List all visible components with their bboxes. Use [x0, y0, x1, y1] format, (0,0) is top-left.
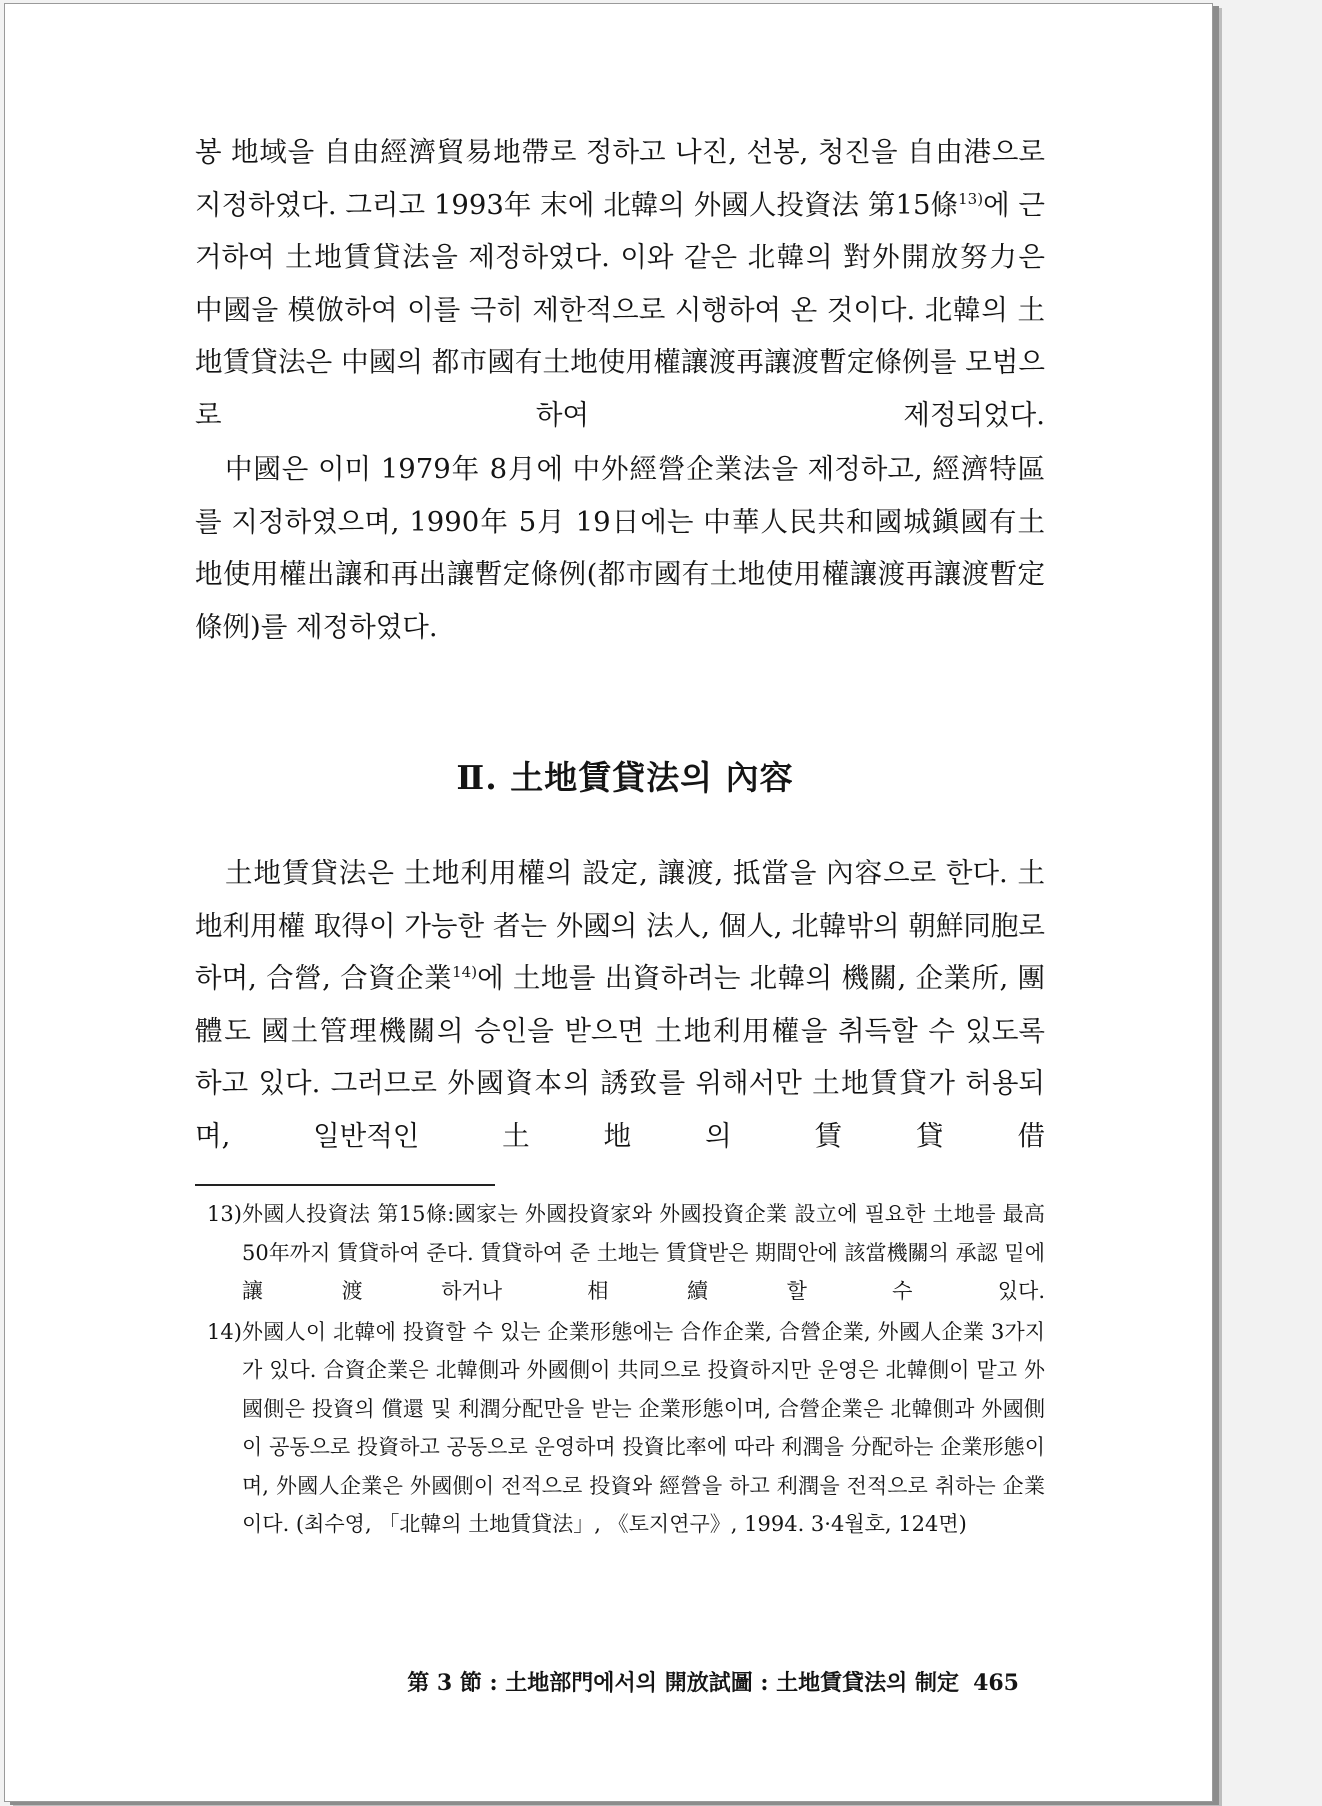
running-footer	[407, 1666, 1019, 1697]
paragraph-2: 中國은 이미 1979年 8月에 中外經營企業法을 제정하고, 經濟特區를 지정하였으며, 1990年 5月 19日에는 中華人民共和國城鎭國有土地使用權出讓和再出讓暫定條例(都市國有土地使用權讓渡再讓渡暫定條例)를 제정하였다.	[195, 453, 1045, 643]
document-page	[4, 3, 1213, 1802]
page-number: 465	[973, 1670, 1019, 1696]
section-heading: Ⅱ. 土地賃貸法의 內容	[456, 758, 794, 797]
footnote-ref-14[interactable]: 14)	[452, 962, 478, 981]
paragraph-1: 봉 地域을 自由經濟貿易地帶로 정하고 나진, 선봉, 청진을 自由港으로 지정하였다. 그리고 1993年 末에 北韓의 外國人投資法 第15條$^{13)}$에 근거하여 土地賃貸法을 제정하였다. 이와 같은 北韓의 對外開放努力은 中國을 模倣하여 이를 극히 제한적으로 시행하여 온 것이다. 北韓의 土地賃貸法은 中國의 都市國有土地使用權讓渡再讓渡暫定條例를 모범으로 하여 제정되었다.	[195, 136, 1045, 431]
footnote-divider	[195, 1184, 495, 1186]
body-text-bottom	[195, 847, 1045, 1164]
footnotes	[195, 1195, 1045, 1546]
body-text-top	[195, 126, 1045, 655]
paragraph-3: 土地賃貸法은 土地利用權의 設定, 讓渡, 抵當을 內容으로 한다. 土地利用權 取得이 가능한 者는 外國의 法人, 個人, 北韓밖의 朝鮮同胞로 하며, 合營, 合資企業$^{14)}$에 土地를 出資하려는 北韓의 機關, 企業所, 團體도 國土管理機關의 승인을 받으면 土地利用權을 취득할 수 있도록 하고 있다. 그러므로 外國資本의 誘致를 위해서만 土地賃貸가 허용되며, 일반적인 土地의 賃貸借	[195, 857, 1045, 1152]
footnote-14	[195, 1313, 1045, 1544]
footnote-text: 外國人이 北韓에 投資할 수 있는 企業形態에는 合作企業, 合營企業, 外國人企業 3가지가 있다. 合資企業은 北韓側과 外國側이 共同으로 投資하지만 운영은 北韓側이 맡고 外國側은 投資의 償還 및 利潤分配만을 받는 企業形態이며, 合營企業은 北韓側과 外國側이 공동으로 投資하고 공동으로 운영하며 投資比率에 따라 利潤을 分配하는 企業形態이며, 外國人企業은 外國側이 전적으로 投資와 經營을 하고 利潤을 전적으로 취하는 企業이다. (최수영, 「北韓의 土地賃貸法」, 《토지연구》, 1994. 3·4월호, 124면)	[242, 1319, 1045, 1536]
footnote-13	[195, 1195, 1045, 1311]
footnote-number: 14)	[207, 1319, 242, 1344]
running-title: 第 3 節 : 土地部門에서의 開放試圖 : 土地賃貸法의 制定	[407, 1670, 960, 1696]
footnote-number: 13)	[207, 1202, 242, 1226]
footnote-ref-13[interactable]: 13)	[958, 189, 984, 208]
footnote-text: 外國人投資法 第15條:國家는 外國投資家와 外國投資企業 設立에 필요한 土地를 最高 50年까지 賃貸하여 준다. 賃貸하여 준 土地는 賃貸받은 期間안에 該當機關의 承認 밑에 讓渡하거나 相續할 수 있다.	[242, 1202, 1045, 1303]
